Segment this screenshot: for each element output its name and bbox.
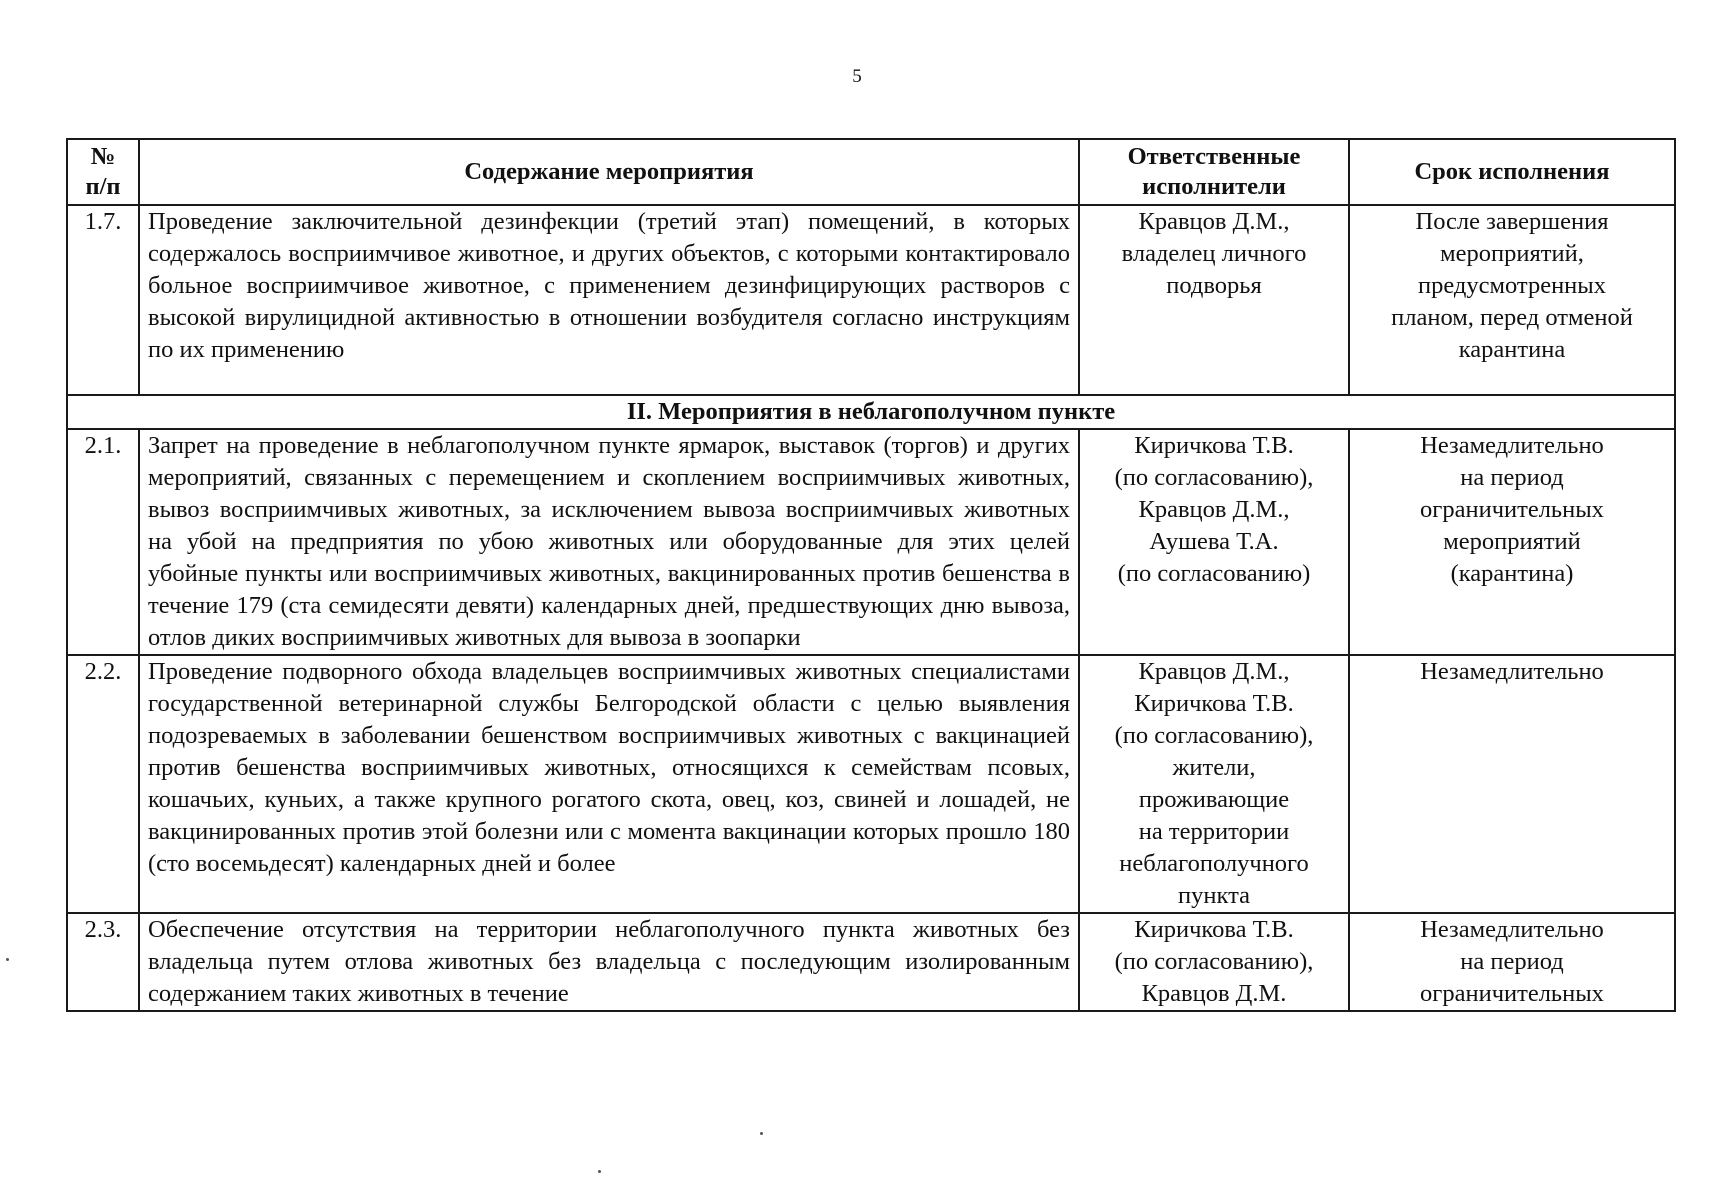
header-content: Содержание мероприятия (139, 139, 1079, 205)
table-row (67, 655, 1675, 913)
table-header-row (67, 139, 1675, 205)
row-content: Обеспечение отсутствия на территории неблагополучного пункта животных без владельца путем отлова животных без владельца с последующим изолированным содержанием таких животных в течение (139, 913, 1079, 1011)
row-deadline: Незамедлительно на период ограничительных мероприятий (карантина) (1349, 429, 1675, 655)
row-number: 2.1. (67, 429, 139, 655)
row-deadline: Незамедлительно на период ограничительных (1349, 913, 1675, 1011)
header-responsible: Ответственные исполнители (1079, 139, 1349, 205)
header-number: № п/п (67, 139, 139, 205)
row-content: Проведение заключительной дезинфекции (третий этап) помещений, в которых содержалось восприимчивое животное, и других объектов, с которыми контактировало больное восприимчивое животное, с применением дезинфицирующих растворов с высокой вирулицидной активностью в отношении возбудителя согласно инструкциям по их применению (139, 205, 1079, 395)
row-number: 1.7. (67, 205, 139, 395)
row-deadline: Незамедлительно (1349, 655, 1675, 913)
row-content: Проведение подворного обхода владельцев восприимчивых животных специалистами государственной ветеринарной службы Белгородской области с целью выявления подозреваемых в заболевании бешенством восприимчивых животных с вакцинацией против бешенства восприимчивых животных, относящихся к семействам псовых, кошачьих, куньих, а также крупного рогатого скота, овец, коз, свиней и лошадей, не вакцинированных против этой болезни или с момента вакцинации которых прошло 180 (сто восемьдесят) календарных дней и более (139, 655, 1079, 913)
header-deadline: Срок исполнения (1349, 139, 1675, 205)
row-responsible: Кравцов Д.М., владелец личного подворья (1079, 205, 1349, 395)
scan-speck (598, 1170, 601, 1173)
scan-speck (6, 958, 9, 961)
page-number: 5 (852, 66, 862, 87)
table-row (67, 205, 1675, 395)
section-title: II. Мероприятия в неблагополучном пункте (67, 395, 1675, 429)
table-row (67, 429, 1675, 655)
row-deadline: После завершения мероприятий, предусмотренных планом, перед отменой карантина (1349, 205, 1675, 395)
row-number: 2.3. (67, 913, 139, 1011)
row-content: Запрет на проведение в неблагополучном пункте ярмарок, выставок (торгов) и других мероприятий, связанных с перемещением и скоплением восприимчивых животных, вывоз восприимчивых животных, за исключением вывоза восприимчивых животных на убой на предприятия по убою животных или оборудованные для этих целей убойные пункты или восприимчивых животных, вакцинированных против бешенства в течение 179 (ста семидесяти девяти) календарных дней, предшествующих дню вывоза, отлов диких восприимчивых животных для вывоза в зоопарки (139, 429, 1079, 655)
row-responsible: Киричкова Т.В. (по согласованию), Кравцов Д.М., Аушева Т.А. (по согласованию) (1079, 429, 1349, 655)
row-responsible: Кравцов Д.М., Киричкова Т.В. (по согласованию), жители, проживающие на территории неблагополучного пункта (1079, 655, 1349, 913)
table-row (67, 913, 1675, 1011)
row-responsible: Киричкова Т.В. (по согласованию), Кравцов Д.М. (1079, 913, 1349, 1011)
section-heading-row (67, 395, 1675, 429)
scan-speck (760, 1132, 763, 1135)
row-number: 2.2. (67, 655, 139, 913)
measures-table (66, 138, 1676, 1012)
